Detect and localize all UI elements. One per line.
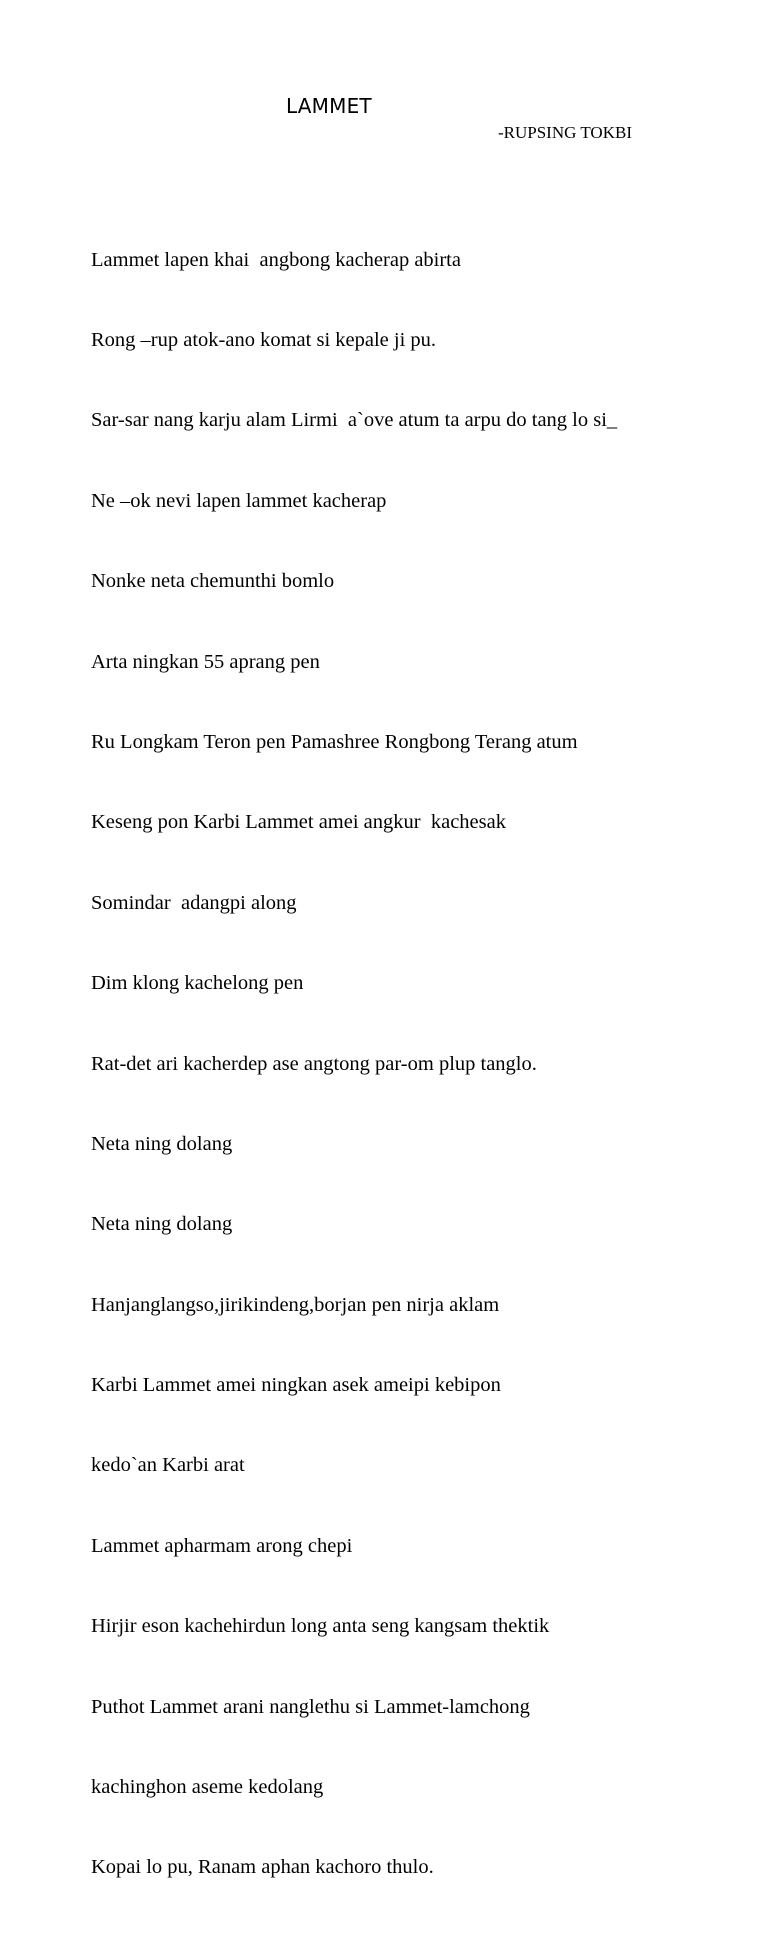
poem-line: Kopai lo pu, Ranam aphan kachoro thulo. bbox=[91, 1856, 434, 1879]
poem-line: Lammet apharmam arong chepi bbox=[91, 1534, 353, 1557]
poem-line: Neta ning dolang bbox=[91, 1132, 233, 1155]
poem-line: Ru Longkam Teron pen Pamashree Rongbong Terang atum bbox=[91, 730, 578, 753]
poem-line: Rat-det ari kacherdep ase angtong par-om plup tanglo. bbox=[91, 1052, 537, 1075]
poem-line: Dim klong kachelong pen bbox=[91, 972, 304, 995]
poem-line: Karbi Lammet amei ningkan asek ameipi kebipon bbox=[91, 1374, 501, 1397]
poem-line: kachinghon aseme kedolang bbox=[91, 1776, 324, 1799]
poem-body bbox=[91, 193, 617, 1935]
poem-line: kedo`an Karbi arat bbox=[91, 1454, 245, 1477]
poem-line: Arta ningkan 55 aprang pen bbox=[91, 650, 320, 673]
poem-line: Nonke neta chemunthi bomlo bbox=[91, 570, 335, 593]
poem-line: Somindar adangpi along bbox=[91, 891, 297, 914]
poem-title: LAMMET bbox=[286, 94, 372, 118]
poem-line: Puthot Lammet arani nanglethu si Lammet-lamchong bbox=[91, 1695, 530, 1718]
poem-line: Keseng pon Karbi Lammet amei angkur kachesak bbox=[91, 811, 506, 834]
poem-line: Lammet lapen khai angbong kacherap abirta bbox=[91, 248, 461, 271]
poem-line: Hirjir eson kachehirdun long anta seng kangsam thektik bbox=[91, 1615, 550, 1638]
poem-line: Rong –rup atok-ano komat si kepale ji pu. bbox=[91, 328, 437, 351]
poem-line: Ne –ok nevi lapen lammet kacherap bbox=[91, 489, 387, 512]
poem-line: Neta ning dolang bbox=[91, 1213, 233, 1236]
poem-line: Sar-sar nang karju alam Lirmi a`ove atum ta arpu do tang lo si_ bbox=[91, 409, 618, 432]
poem-author: -RUPSING TOKBI bbox=[498, 123, 632, 142]
poem-line: Hanjanglangso,jirikindeng,borjan pen nirja aklam bbox=[91, 1293, 500, 1316]
